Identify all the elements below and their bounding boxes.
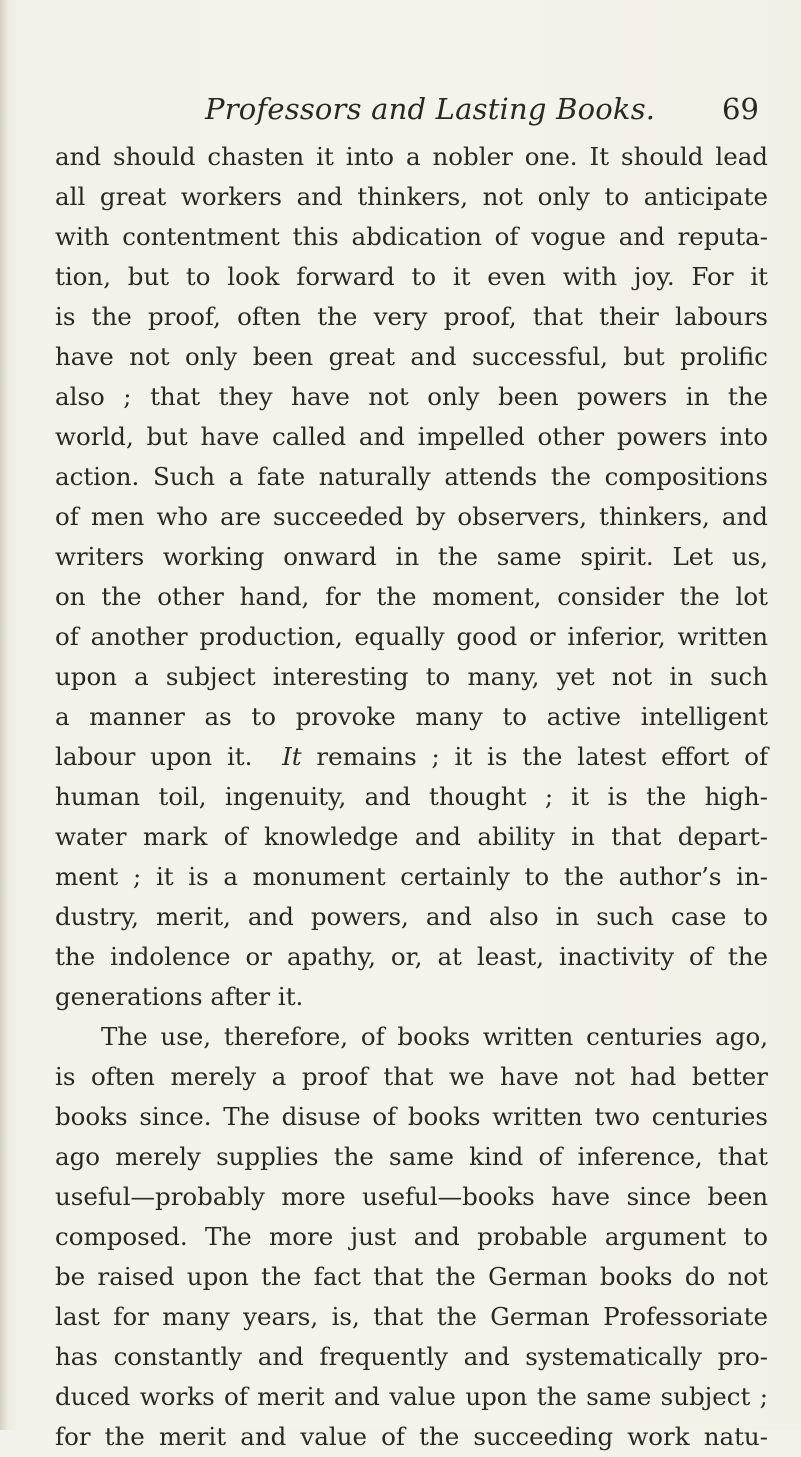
text-line: also ; that they have not only been powers in the (55, 382, 768, 411)
page-number: 69 (722, 92, 759, 126)
body-text (55, 137, 768, 1457)
text-line: the indolence or apathy, or, at least, inactivity of the (55, 942, 768, 971)
text-line: books since. The disuse of books written two centuries (55, 1102, 768, 1131)
text-line: ago merely supplies the same kind of inference, that (55, 1142, 768, 1171)
italic-word: It (282, 742, 302, 771)
text-line: action. Such a fate naturally attends the compositions (55, 462, 768, 491)
text-line: world, but have called and impelled other powers into (55, 422, 768, 451)
text-line: and should chasten it into a nobler one. It should lead (55, 142, 768, 171)
text-segment: labour upon it. (55, 742, 253, 771)
text-line: on the other hand, for the moment, consider the lot (55, 582, 768, 611)
paragraph-start-line: The use, therefore, of books written centuries ago, (101, 1022, 768, 1051)
text-line: duced works of merit and value upon the same subject ; (55, 1382, 768, 1411)
text-segment: remains ; it is the latest effort of (301, 742, 769, 771)
text-line: of another production, equally good or inferior, written (55, 622, 768, 651)
gutter-shadow (0, 0, 8, 1430)
text-line: is often merely a proof that we have not had better (55, 1062, 768, 1091)
text-line: useful—probably more useful—books have since been (55, 1182, 768, 1211)
text-line: with contentment this abdication of vogue and reputa- (55, 222, 768, 251)
text-line: upon a subject interesting to many, yet not in such (55, 662, 768, 691)
text-line: writers working onward in the same spirit. Let us, (55, 542, 768, 571)
text-line: dustry, merit, and powers, and also in such case to (55, 902, 768, 931)
text-line: of men who are succeeded by observers, thinkers, and (55, 502, 768, 531)
text-line: be raised upon the fact that the German books do not (55, 1262, 768, 1291)
text-line: all great workers and thinkers, not only to anticipate (55, 182, 768, 211)
text-line: water mark of knowledge and ability in that depart- (55, 822, 768, 851)
text-line: a manner as to provoke many to active intelligent (55, 702, 768, 731)
running-title: Professors and Lasting Books. (205, 92, 656, 126)
text-line: ment ; it is a monument certainly to the author’s in- (55, 862, 768, 891)
text-line: is the proof, often the very proof, that their labours (55, 302, 768, 331)
text-line: tion, but to look forward to it even with joy. For it (55, 262, 768, 291)
text-line-with-italic (55, 737, 768, 777)
paragraph-end-line: generations after it. (55, 982, 304, 1011)
text-line: have not only been great and successful, but prolific (55, 342, 768, 371)
text-line: composed. The more just and probable argument to (55, 1222, 768, 1251)
text-line: has constantly and frequently and systematically pro- (55, 1342, 768, 1371)
text-line: last for many years, is, that the German Professoriate (55, 1302, 768, 1331)
text-line: for the merit and value of the succeeding work natu- (55, 1422, 768, 1451)
text-line: human toil, ingenuity, and thought ; it is the high- (55, 782, 768, 811)
